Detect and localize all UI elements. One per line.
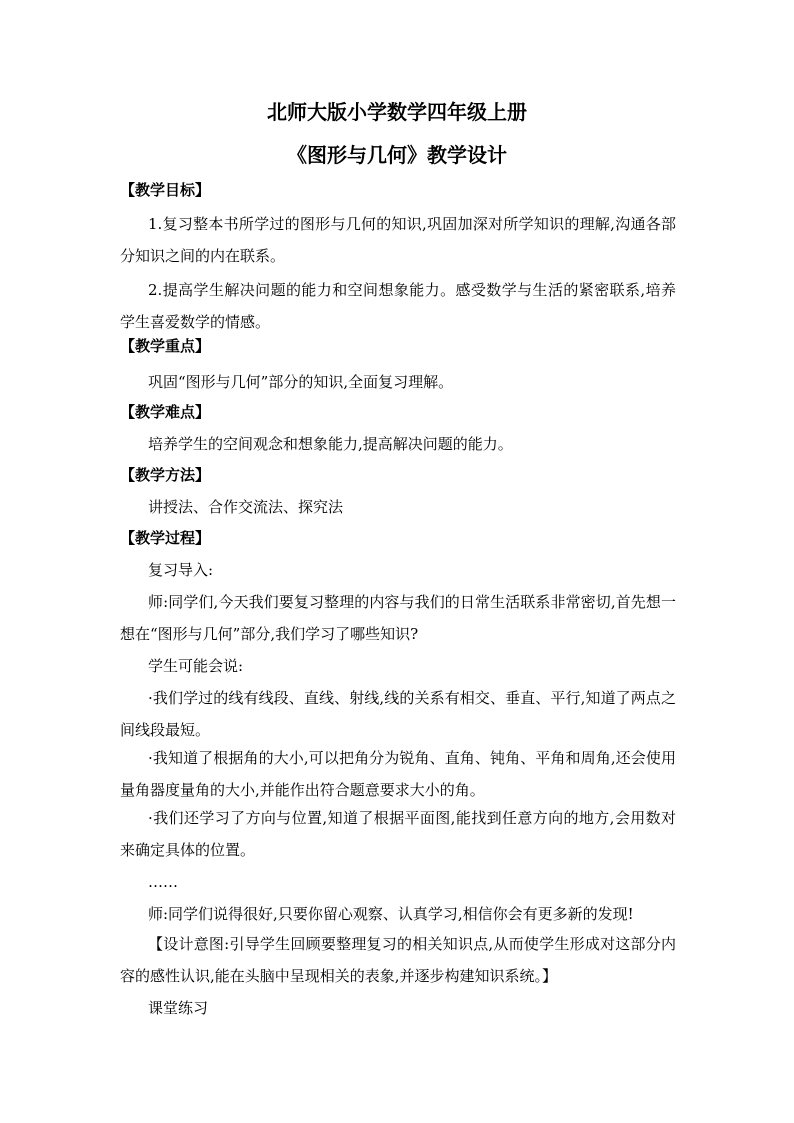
objectives-heading: 【教学目标】 [120, 181, 211, 199]
practice-label: 课堂练习 [148, 999, 209, 1017]
review-intro-label: 复习导入: [148, 561, 214, 579]
student-answer-1: ·我们学过的线有线段、直线、射线,线的关系有相交、垂直、平行,知道了两点之间线段最短。 [120, 689, 676, 739]
difficulties-text: 培养学生的空间观念和想象能力,提高解决问题的能力。 [148, 435, 513, 453]
methods-text: 讲授法、合作交流法、探究法 [148, 498, 344, 516]
key-points-heading: 【教学重点】 [120, 337, 211, 355]
key-points-text: 巩固“图形与几何”部分的知识,全面复习理解。 [148, 373, 454, 391]
student-answer-2: ·我知道了根据角的大小,可以把角分为锐角、直角、钝角、平角和周角,还会使用量角器度量角的大小,并能作出符合题意要求大小的角。 [120, 749, 676, 799]
methods-heading: 【教学方法】 [120, 466, 211, 484]
students-may-say: 学生可能会说: [148, 657, 244, 675]
teacher-praise: 师:同学们说得很好,只要你留心观察、认真学习,相信你会有更多新的发现! [148, 905, 634, 923]
objective-item-1: 1.复习整本书所学过的图形与几何的知识,巩固加深对所学知识的理解,沟通各部分知识之间的内在联系。 [120, 215, 676, 265]
process-heading: 【教学过程】 [120, 529, 211, 547]
design-intent: 【设计意图:引导学生回顾要整理复习的相关知识点,从而使学生形成对这部分内容的感性认识,能在头脑中呈现相关的表象,并逐步构建知识系统。】 [120, 935, 676, 985]
document-subtitle: 《图形与几何》教学设计 [287, 143, 507, 167]
difficulties-heading: 【教学难点】 [120, 403, 211, 421]
objective-item-2: 2.提高学生解决问题的能力和空间想象能力。感受数学与生活的紧密联系,培养学生喜爱数学的情感。 [120, 281, 676, 331]
ellipsis: …… [148, 873, 178, 891]
document-title: 北师大版小学数学四年级上册 [267, 100, 527, 124]
student-answer-3: ·我们还学习了方向与位置,知道了根据平面图,能找到任意方向的地方,会用数对来确定具体的位置。 [120, 809, 676, 859]
teacher-question: 师:同学们,今天我们要复习整理的内容与我们的日常生活联系非常密切,首先想一想在“图形与几何”部分,我们学习了哪些知识? [120, 593, 676, 643]
